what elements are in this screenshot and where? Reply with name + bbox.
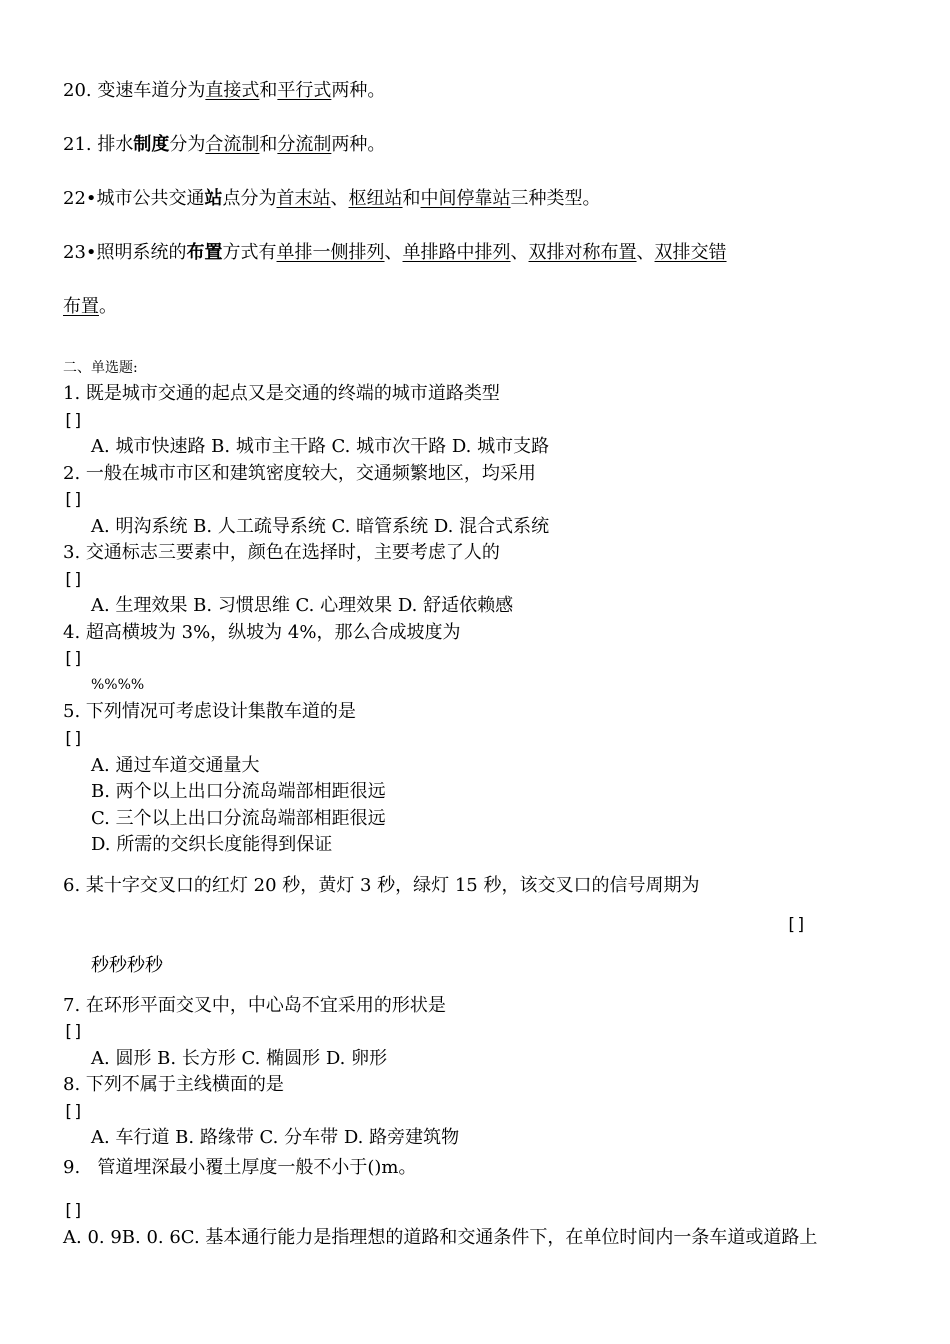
question-8-options: A. 车行道 B. 路缘带 C. 分车带 D. 路旁建筑物 [91,1127,460,1148]
answer-underlined: 双排交错 [654,242,727,263]
question-6-options: 秒秒秒秒 [91,955,163,976]
question-number: 21. [63,134,92,155]
answer-underlined: 分流制 [277,134,332,155]
answer-bracket: [] [63,1102,84,1122]
question-5-option-a: A. 通过车道交通量大 [91,755,260,776]
question-5-option-d: D. 所需的交织长度能得到保证 [91,834,333,855]
question-5-stem: 5. 下列情况可考虑设计集散车道的是 [63,701,356,722]
question-3-stem: 3. 交通标志三要素中，颜色在选择时，主要考虑了人的 [63,542,500,563]
answer-underlined: 单排一侧排列 [276,242,385,263]
fill-question-20: 20. 变速车道分为直接式和平行式两种。 [63,80,386,101]
answer-underlined: 中间停靠站 [420,188,511,209]
question-1-stem: 1. 既是城市交通的起点又是交通的终端的城市道路类型 [63,383,500,404]
question-4-stem: 4. 超高横坡为 3%，纵坡为 4%，那么合成坡度为 [63,622,461,643]
question-number: 20. [63,80,92,101]
question-7-options: A. 圆形 B. 长方形 C. 椭圆形 D. 卵形 [91,1048,388,1069]
question-6-stem: 6. 某十字交叉口的红灯 20 秒，黄灯 3 秒，绿灯 15 秒，该交叉口的信号周期为 [63,875,700,896]
question-5-option-c: C. 三个以上出口分流岛端部相距很远 [91,808,386,829]
answer-bracket: [] [63,729,84,749]
fill-question-22: 22•城市公共交通站点分为首末站、枢纽站和中间停靠站三种类型。 [63,188,601,209]
question-number: 22• [63,188,97,209]
answer-bracket: [] [63,649,84,669]
answer-bracket: [] [63,1201,84,1221]
section-title: 二、单选题: [63,360,138,376]
answer-bracket: [] [786,915,807,935]
answer-bracket: [] [63,570,84,590]
answer-underlined: 布置 [63,296,99,317]
question-9-options: A. 0. 9B. 0. 6C. 基本通行能力是指理想的道路和交通条件下，在单位时间内一条车道或道路上 [63,1227,818,1248]
answer-underlined: 首末站 [276,188,331,209]
question-9-stem: 9. 管道埋深最小覆土厚度一般不小于()m。 [63,1157,417,1178]
answer-underlined: 单排路中排列 [402,242,511,263]
answer-bracket: [] [63,411,84,431]
question-7-stem: 7. 在环形平面交叉中，中心岛不宜采用的形状是 [63,995,446,1016]
answer-underlined: 双排对称布置 [528,242,637,263]
answer-bracket: [] [63,490,84,510]
answer-underlined: 平行式 [277,80,332,101]
fill-question-21: 21. 排水制度分为合流制和分流制两种。 [63,134,386,155]
question-number: 23• [63,242,97,263]
answer-underlined: 合流制 [205,134,260,155]
question-5-option-b: B. 两个以上出口分流岛端部相距很远 [91,781,386,802]
answer-underlined: 直接式 [205,80,260,101]
fill-question-23-continued: 布置。 [63,296,117,317]
question-1-options: A. 城市快速路 B. 城市主干路 C. 城市次干路 D. 城市支路 [91,436,550,457]
question-2-stem: 2. 一般在城市市区和建筑密度较大，交通频繁地区，均采用 [63,463,536,484]
question-4-options: %%%% [91,677,145,693]
question-3-options: A. 生理效果 B. 习惯思维 C. 心理效果 D. 舒适依赖感 [91,595,514,616]
answer-bracket: [] [63,1022,84,1042]
fill-question-23: 23•照明系统的布置方式有单排一侧排列、单排路中排列、双排对称布置、双排交错 [63,242,727,263]
question-2-options: A. 明沟系统 B. 人工疏导系统 C. 暗管系统 D. 混合式系统 [91,516,550,537]
answer-underlined: 枢纽站 [348,188,403,209]
question-8-stem: 8. 下列不属于主线横面的是 [63,1074,284,1095]
